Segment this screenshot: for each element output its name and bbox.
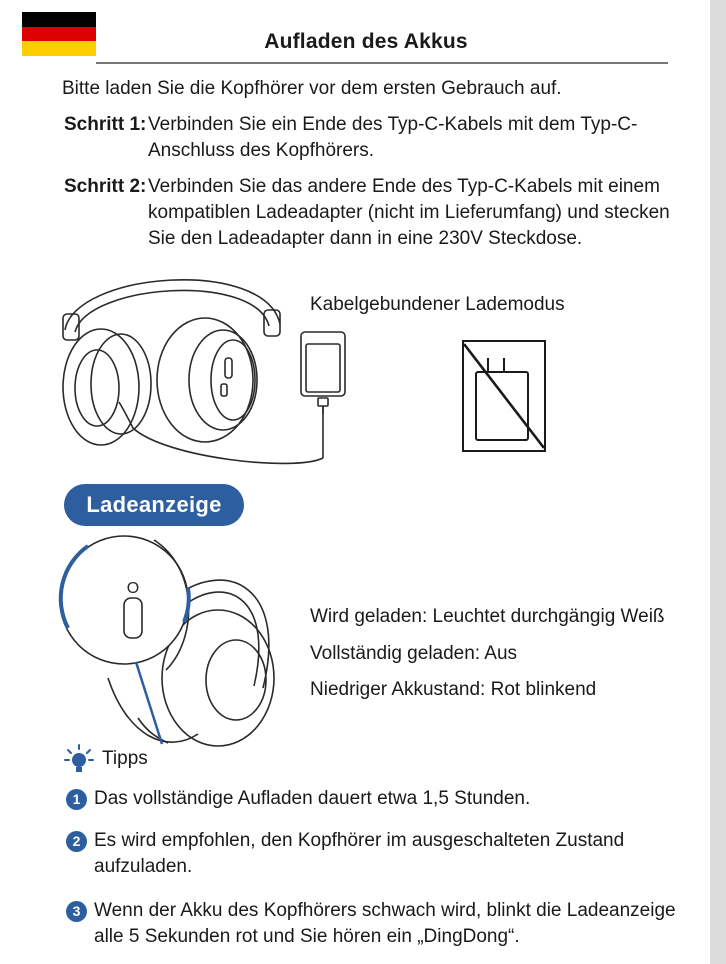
step-label: Schritt 2: [64, 176, 147, 197]
scrollbar[interactable] [710, 0, 726, 964]
germany-flag-icon [22, 12, 96, 56]
indicator-line: Wird geladen: Leuchtet durchgängig Weiß [310, 606, 665, 627]
page-title: Aufladen des Akkus [264, 30, 468, 53]
tip-text: Wenn der Akku des Kopfhörers schwach wird, blinkt die Ladeanzeige alle 5 Sekunden rot und Sie hören ein „DingDong“. [94, 900, 676, 947]
title-divider [96, 62, 668, 64]
indicator-line: Niedriger Akkustand: Rot blinkend [310, 679, 597, 700]
tip-text: Das vollständige Aufladen dauert etwa 1,5 Stunden. [94, 788, 531, 809]
svg-text:O: O [126, 580, 140, 597]
indicator-heading: Ladeanzeige [64, 484, 244, 526]
tips-label: Tipps [102, 748, 148, 769]
lightbulb-icon [64, 744, 94, 774]
step-text: Verbinden Sie ein Ende des Typ-C-Kabels mit dem Typ-C-Anschluss des Kopfhörers. [148, 114, 638, 161]
tip-number: 2 [66, 831, 87, 852]
step-label: Schritt 1: [64, 114, 147, 135]
tip-text: Es wird empfohlen, den Kopfhörer im ausgeschalteten Zustand aufzuladen. [94, 830, 625, 877]
indicator-line: Vollständig geladen: Aus [310, 643, 518, 664]
tip-number: 1 [66, 789, 87, 810]
cable-mode-label: Kabelgebundener Lademodus [310, 294, 565, 315]
intro-text: Bitte laden Sie die Kopfhörer vor dem ersten Gebrauch auf. [62, 78, 562, 99]
charging-indicator-illustration [58, 538, 278, 748]
tip-number: 3 [66, 901, 87, 922]
step-text: Verbinden Sie das andere Ende des Typ-C-Kabels mit einem kompatiblen Ladeadapter (nicht im Lieferumfang) und stecken Sie den Ladeadapter dann in eine 230V Steckdose. [148, 176, 670, 249]
no-charger-adapter-icon [462, 340, 546, 452]
charger-icon [298, 330, 358, 420]
